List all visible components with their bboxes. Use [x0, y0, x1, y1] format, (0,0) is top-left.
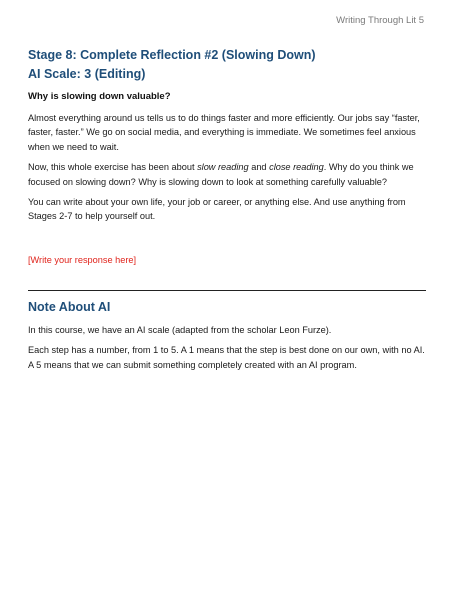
note-paragraph-2: Each step has a number, from 1 to 5. A 1 means that the step is best done on our own, with no AI. A 5 means that we can submit something completely created with an AI program. [28, 345, 425, 370]
section-divider [28, 290, 426, 291]
emphasis-slow-reading: slow reading [197, 162, 249, 173]
paragraph-text: . Why do you think we focused on slowing down? Why is slowing down to look at something carefully valuable? [28, 162, 414, 187]
stage-title: Stage 8: Complete Reflection #2 (Slowing Down) [28, 48, 316, 62]
emphasis-close-reading: close reading [269, 162, 324, 173]
note-title: Note About AI [28, 299, 111, 314]
paragraph-slow-reading [28, 160, 426, 189]
paragraph-text: and [248, 162, 270, 173]
document-body [28, 46, 426, 378]
ai-scale-heading: AI Scale: 3 (Editing) [28, 67, 146, 81]
response-placeholder[interactable]: [Write your response here] [28, 254, 137, 265]
reflection-question: Why is slowing down valuable? [28, 91, 171, 102]
running-head: Writing Through Lit 5 [336, 15, 424, 26]
note-paragraph-1: In this course, we have an AI scale (adapted from the scholar Leon Furze). [28, 324, 332, 335]
paragraph-instructions: You can write about your own life, your job or career, or anything else. And use anything from Stages 2-7 to help yourself out. [28, 197, 406, 222]
paragraph-text: Now, this whole exercise has been about [28, 162, 198, 173]
paragraph-intro: Almost everything around us tells us to do things faster and more efficiently. Our jobs say “faster, faster, faster.” We go on social media, and everything is immediate. We sometimes feel anxious when we need to wait. [28, 113, 420, 152]
